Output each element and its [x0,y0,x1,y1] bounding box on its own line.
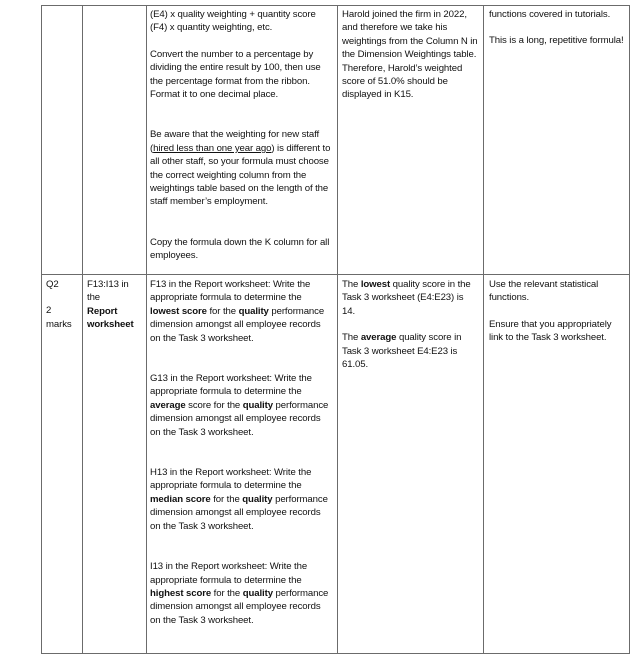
cell-reference-worksheet [87,305,144,332]
instruction-paragraph: Convert the number to a percentage by dividing the entire result by 100, then use the percentage format from the ribbon. Format it to one decimal place. [150,48,321,101]
bold-text: lowest [360,279,391,290]
text-run: ) is different to all other staff, so your formula must choose the correct weighting column from the weightings table based on the length of the staff member’s employment. [150,142,331,208]
task-paragraph [150,278,333,345]
bold-text: average [150,399,186,411]
bold-text: quality [238,305,269,317]
cell-reference: F13:I13 in the [87,279,129,304]
bold-text: quality [242,493,273,505]
text-run: score for the [185,399,243,411]
bold-text: average [360,332,397,344]
note-text: functions covered in tutorials. [489,9,611,20]
question-cell [46,278,80,331]
note-text: Ensure that you appropriately link to the Task 3 worksheet. [489,318,612,344]
column-border-3 [337,5,338,654]
bold-text: lowest score [150,305,207,317]
text-run: Be aware that the weighting for new staff ( [150,129,320,154]
expected-result-text [342,331,479,371]
row2-expected-cell [342,278,479,371]
bold-text: median score [150,493,211,505]
question-number: Q2 [46,279,59,290]
instruction-paragraph [150,128,332,208]
instruction-paragraph: (E4) x quality weighting + quantity score (F4) x quantity weighting, etc. [150,9,316,34]
text-run: for the [210,493,243,505]
text-run: performance dimension amongst all employee records on the Task 3 worksheet. [150,399,329,438]
expected-result-text: Harold joined the firm in 2022, and therefore we take his weightings from the Column N in the Dimension Weightings table. Therefore, Harold’s weighted score of 51.0% should be displayed in K15. [342,9,478,101]
bold-text: Report worksheet [87,305,134,331]
bold-text: quality [242,399,273,411]
instruction-paragraph: Copy the formula down the K column for all employees. [150,236,330,262]
task-paragraph [150,560,333,627]
text-run: for the [206,305,239,317]
text-run: quality score in Task 3 worksheet E4:E23 is 61.05. [342,332,462,371]
text-run: performance dimension amongst all employee records on the Task 3 worksheet. [150,493,328,532]
row2-notes-cell [489,278,617,345]
bold-text: highest score [150,587,212,599]
text-run: I13 in the Report worksheet: Write the appropriate formula to determine the [150,561,308,586]
text-run: performance dimension amongst all employee records on the Task 3 worksheet. [150,305,325,344]
table-top-border [41,5,629,6]
text-run: The [342,279,361,290]
expected-result-text [342,278,479,318]
task-paragraph [150,466,333,533]
text-run: performance dimension amongst all employee records on the Task 3 worksheet. [150,587,329,626]
column-border-0 [41,5,42,654]
row-divider [41,274,629,275]
row1-instructions-cell [150,8,332,263]
text-run: G13 in the Report worksheet: Write the appropriate formula to determine the [150,373,312,398]
cell-reference-cell [87,278,144,332]
column-border-2 [146,5,147,654]
column-border-4 [483,5,484,654]
text-run: quality score in the Task 3 worksheet (E4:E23) is 14. [342,279,471,317]
note-text: Use the relevant statistical functions. [489,279,599,304]
text-run: for the [211,587,243,599]
table-bottom-border [41,653,629,654]
row2-instructions-cell [150,278,333,627]
marks-label: marks [46,318,72,330]
row1-notes-cell [489,8,625,48]
marks-number: 2 [46,305,52,317]
row1-expected-cell [342,8,478,102]
text-run: The [342,332,361,344]
text-run: H13 in the Report worksheet: Write the appropriate formula to determine the [150,467,312,492]
text-run: F13 in the Report worksheet: Write the appropriate formula to determine the [150,279,311,304]
task-paragraph [150,372,333,439]
column-border-5 [629,5,630,654]
column-border-1 [82,5,83,654]
underlined-text: hired less than one year ago [153,142,272,154]
bold-text: quality [242,587,273,599]
note-text: This is a long, repetitive formula! [489,35,624,47]
